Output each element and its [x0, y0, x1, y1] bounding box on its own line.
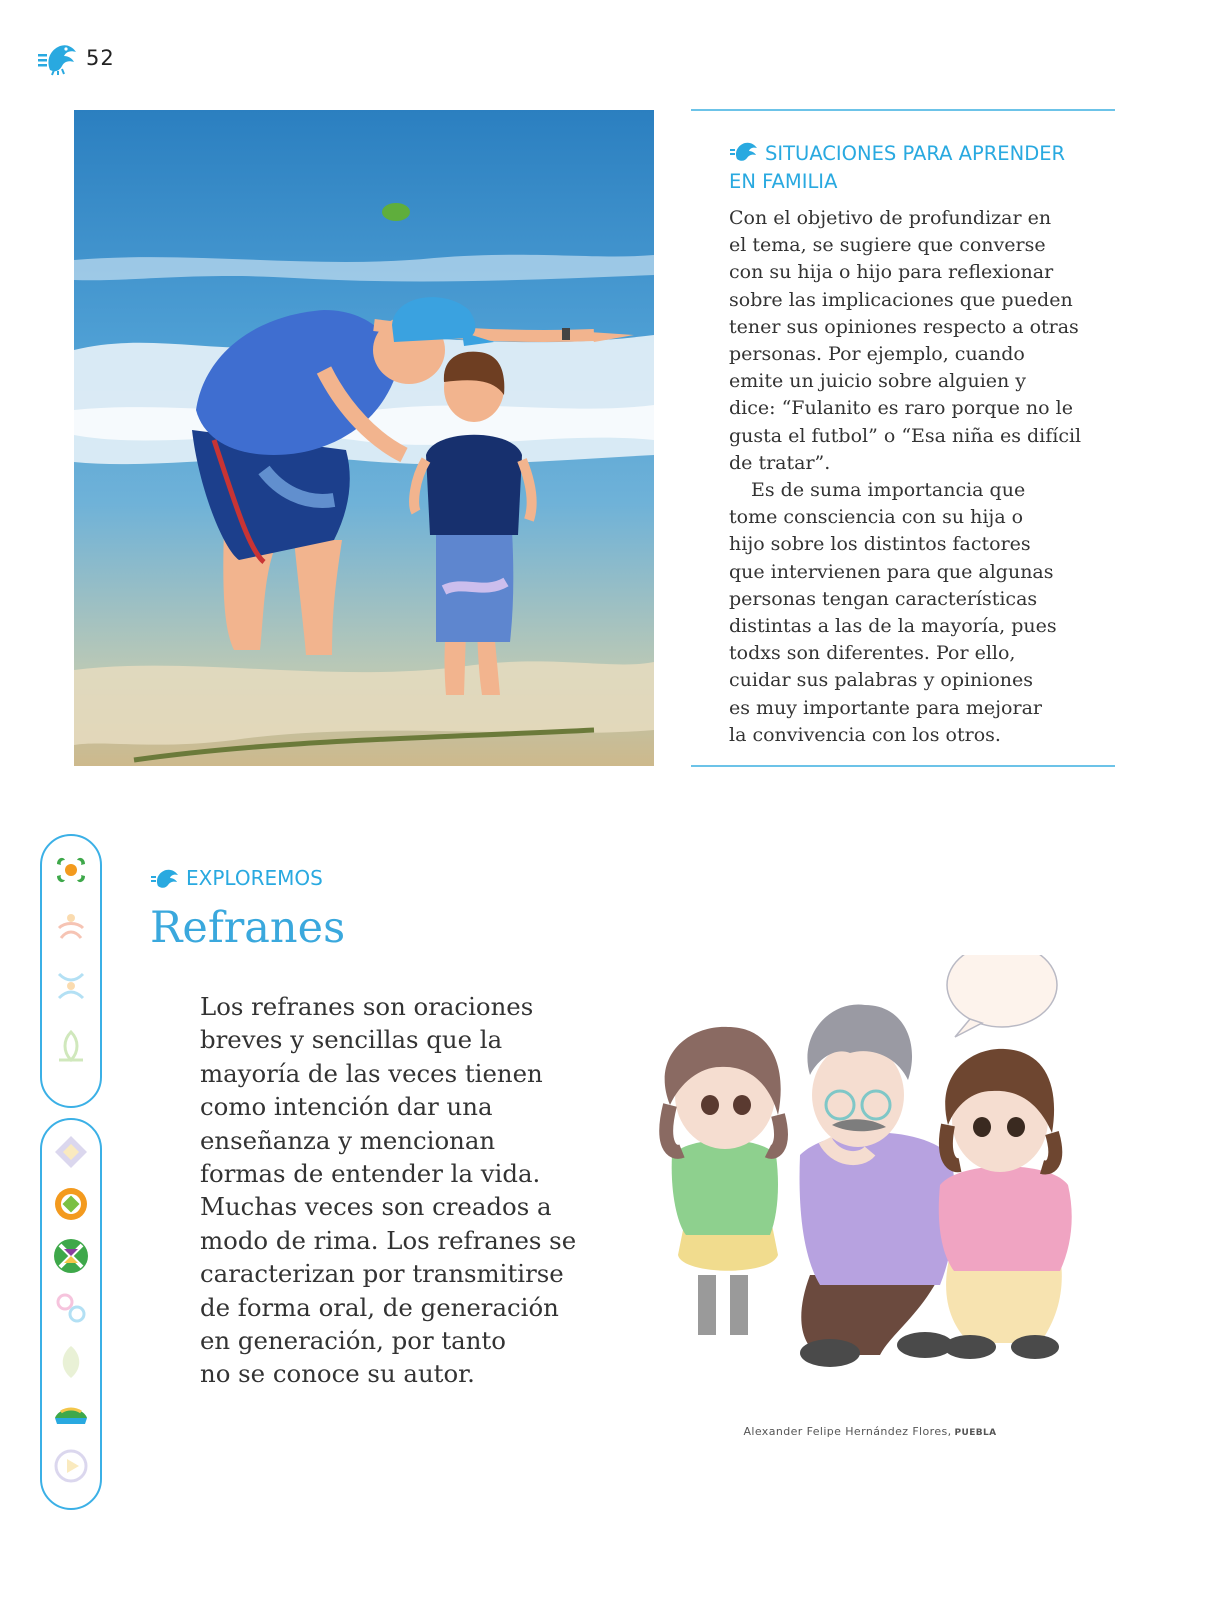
family-paragraph-2 — [729, 477, 1113, 749]
text-line: caracterizan por transmitirse — [200, 1259, 564, 1289]
text-line: Muchas veces son creados a — [200, 1192, 552, 1222]
family-box-body — [729, 205, 1113, 749]
illustration-credit — [640, 1425, 1100, 1438]
text-line: enseñanza y mencionan — [200, 1125, 496, 1155]
text-line: es muy importante para mejorar — [729, 696, 1042, 719]
text-line: todxs son diferentes. Por ello, — [729, 642, 1016, 665]
family-heading-line2: EN FAMILIA — [729, 170, 838, 193]
campos-formativos-rail — [40, 834, 102, 1108]
text-line: modo de rima. Los refranes se — [200, 1225, 577, 1255]
text-line: como intención dar una — [200, 1092, 493, 1122]
grandfather-children-illustration — [620, 955, 1120, 1385]
campo-etica-icon — [51, 1026, 91, 1066]
ejes-articuladores-rail — [40, 1118, 102, 1510]
eje-artes-icon — [51, 1446, 91, 1486]
explore-heading — [150, 866, 323, 890]
eje-interculturalidad-icon — [51, 1236, 91, 1276]
eje-inclusion-icon — [51, 1132, 91, 1172]
text-line: sobre las implicaciones que pueden — [729, 288, 1073, 311]
text-line: dice: “Fulanito es raro porque no le — [729, 397, 1073, 420]
text-line: en generación, por tanto — [200, 1326, 506, 1356]
text-line: breves y sencillas que la — [200, 1025, 503, 1055]
text-line: cuidar sus palabras y opiniones — [729, 669, 1034, 692]
text-line: Con el objetivo de profundizar en — [729, 207, 1052, 229]
text-line: personas. Por ejemplo, cuando — [729, 343, 1025, 366]
eje-vida-saludable-icon — [51, 1342, 91, 1382]
text-line: de forma oral, de generación — [200, 1292, 559, 1322]
text-line: mayoría de las veces tienen — [200, 1058, 543, 1088]
eje-pensamiento-critico-icon — [51, 1184, 91, 1224]
credit-name: Alexander Felipe Hernández Flores, — [743, 1425, 952, 1438]
campo-saberes-icon — [51, 850, 91, 890]
text-line: tome consciencia con su hija o — [729, 506, 1024, 529]
text-line: distintas a las de la mayoría, pues — [729, 615, 1057, 638]
text-line: emite un juicio sobre alguien y — [729, 370, 1027, 393]
text-line: gusta el futbol” o “Esa niña es difícil — [729, 424, 1082, 447]
campo-lenguajes-icon — [51, 908, 91, 948]
text-line: la convivencia con los otros. — [729, 723, 1001, 746]
explore-label: EXPLOREMOS — [186, 866, 323, 890]
credit-place: PUEBLA — [954, 1428, 997, 1438]
beach-photo — [74, 110, 654, 766]
refranes-paragraph — [200, 990, 600, 1391]
bird-logo-icon — [36, 40, 78, 76]
text-line: formas de entender la vida. — [200, 1159, 541, 1189]
eje-igualdad-icon — [51, 1288, 91, 1328]
text-line: con su hija o hijo para reflexionar — [729, 261, 1054, 284]
family-situations-box — [691, 109, 1115, 767]
text-line: de tratar”. — [729, 451, 831, 474]
section-title: Refranes — [150, 903, 346, 953]
bird-icon — [150, 866, 180, 890]
family-heading-line1: SITUACIONES PARA APRENDER — [765, 142, 1066, 165]
text-line: el tema, se sugiere que converse — [729, 234, 1046, 257]
eje-lectura-icon — [51, 1394, 91, 1434]
text-line: Los refranes son oraciones — [200, 992, 534, 1021]
family-paragraph-1 — [729, 205, 1113, 477]
text-line: no se conoce su autor. — [200, 1359, 475, 1389]
page-number: 52 — [86, 46, 115, 70]
text-line: personas tengan características — [729, 587, 1038, 610]
text-line: tener sus opiniones respecto a otras — [729, 315, 1079, 338]
page-header — [36, 40, 115, 76]
bird-icon — [729, 139, 759, 169]
text-line: hijo sobre los distintos factores — [729, 533, 1031, 556]
family-box-heading — [729, 139, 1099, 194]
text-line: que intervienen para que algunas — [729, 560, 1054, 583]
speech-bubble — [947, 955, 1057, 1027]
text-line: Es de suma importancia que — [751, 479, 1026, 502]
campo-humano-icon — [51, 966, 91, 1006]
